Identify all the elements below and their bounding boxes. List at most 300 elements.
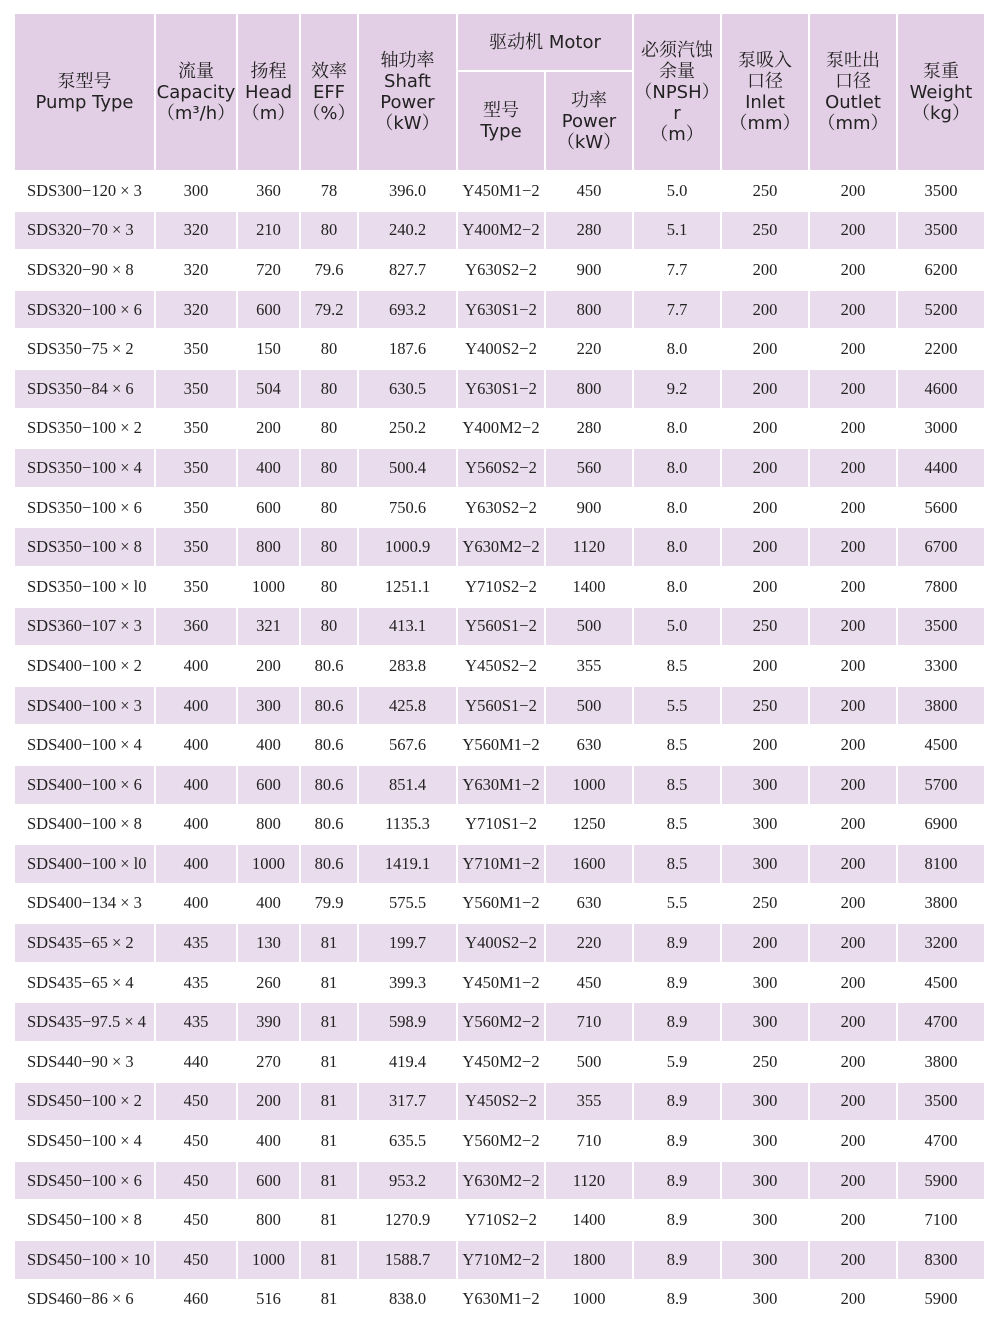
cell-shaft-power: 575.5 [358, 884, 457, 924]
cell-weight: 3500 [897, 211, 985, 251]
cell-head: 200 [237, 1082, 300, 1122]
cell-weight: 8300 [897, 1240, 985, 1280]
cell-inlet: 300 [721, 765, 809, 805]
cell-motor-power: 500 [545, 686, 633, 726]
cell-head: 600 [237, 488, 300, 528]
cell-shaft-power: 851.4 [358, 765, 457, 805]
cell-npsh: 8.5 [633, 844, 721, 884]
table-row [14, 527, 985, 567]
cell-eff: 81 [300, 1200, 358, 1240]
cell-pump-type: SDS435−65 × 2 [14, 923, 155, 963]
cell-inlet: 200 [721, 409, 809, 449]
cell-weight: 4400 [897, 448, 985, 488]
cell-inlet: 250 [721, 211, 809, 251]
cell-npsh: 8.0 [633, 488, 721, 528]
cell-capacity: 450 [155, 1200, 237, 1240]
cell-motor-type: Y710S2−2 [457, 567, 545, 607]
cell-weight: 8100 [897, 844, 985, 884]
cell-eff: 81 [300, 1082, 358, 1122]
cell-inlet: 300 [721, 1200, 809, 1240]
cell-eff: 78 [300, 171, 358, 211]
cell-weight: 3500 [897, 171, 985, 211]
cell-motor-type: Y630S2−2 [457, 488, 545, 528]
cell-shaft-power: 399.3 [358, 963, 457, 1003]
cell-weight: 4700 [897, 1121, 985, 1161]
cell-motor-type: Y630M1−2 [457, 765, 545, 805]
cell-outlet: 200 [809, 765, 897, 805]
cell-capacity: 350 [155, 409, 237, 449]
cell-capacity: 450 [155, 1082, 237, 1122]
cell-pump-type: SDS450−100 × 10 [14, 1240, 155, 1280]
cell-npsh: 5.0 [633, 607, 721, 647]
spec-table-frame [14, 13, 985, 1309]
cell-capacity: 450 [155, 1161, 237, 1201]
table-row [14, 1042, 985, 1082]
cell-pump-type: SDS400−100 × l0 [14, 844, 155, 884]
table-row [14, 567, 985, 607]
header-pump-type: 泵型号 Pump Type [14, 13, 155, 171]
cell-inlet: 300 [721, 1082, 809, 1122]
cell-capacity: 400 [155, 646, 237, 686]
cell-capacity: 450 [155, 1240, 237, 1280]
cell-motor-type: Y450M2−2 [457, 1042, 545, 1082]
cell-npsh: 5.5 [633, 686, 721, 726]
cell-eff: 80 [300, 567, 358, 607]
cell-inlet: 200 [721, 567, 809, 607]
cell-weight: 3300 [897, 646, 985, 686]
cell-npsh: 8.0 [633, 329, 721, 369]
cell-shaft-power: 750.6 [358, 488, 457, 528]
table-row [14, 646, 985, 686]
cell-pump-type: SDS450−100 × 6 [14, 1161, 155, 1201]
cell-outlet: 200 [809, 171, 897, 211]
cell-weight: 4500 [897, 725, 985, 765]
cell-eff: 80 [300, 607, 358, 647]
cell-shaft-power: 1000.9 [358, 527, 457, 567]
cell-head: 516 [237, 1280, 300, 1319]
cell-pump-type: SDS350−75 × 2 [14, 329, 155, 369]
table-row [14, 171, 985, 211]
cell-outlet: 200 [809, 1200, 897, 1240]
cell-npsh: 8.5 [633, 646, 721, 686]
cell-eff: 81 [300, 1240, 358, 1280]
cell-motor-type: Y630S1−2 [457, 290, 545, 330]
cell-outlet: 200 [809, 686, 897, 726]
header-npsh: 必须汽蚀 余量 （NPSH）r （m） [633, 13, 721, 171]
cell-capacity: 360 [155, 607, 237, 647]
header-inlet: 泵吸入 口径 Inlet （mm） [721, 13, 809, 171]
cell-weight: 7800 [897, 567, 985, 607]
cell-shaft-power: 1270.9 [358, 1200, 457, 1240]
cell-eff: 80 [300, 448, 358, 488]
cell-motor-power: 1120 [545, 527, 633, 567]
cell-npsh: 8.0 [633, 448, 721, 488]
cell-motor-type: Y400S2−2 [457, 329, 545, 369]
cell-pump-type: SDS400−134 × 3 [14, 884, 155, 924]
cell-eff: 81 [300, 1280, 358, 1319]
cell-capacity: 350 [155, 329, 237, 369]
cell-weight: 5700 [897, 765, 985, 805]
cell-pump-type: SDS400−100 × 8 [14, 805, 155, 845]
cell-inlet: 300 [721, 1161, 809, 1201]
cell-inlet: 200 [721, 290, 809, 330]
cell-motor-type: Y560S1−2 [457, 686, 545, 726]
cell-inlet: 250 [721, 686, 809, 726]
cell-weight: 3800 [897, 686, 985, 726]
cell-shaft-power: 240.2 [358, 211, 457, 251]
cell-shaft-power: 1135.3 [358, 805, 457, 845]
cell-eff: 81 [300, 1042, 358, 1082]
cell-pump-type: SDS435−97.5 × 4 [14, 1002, 155, 1042]
cell-inlet: 200 [721, 725, 809, 765]
cell-eff: 80.6 [300, 646, 358, 686]
cell-npsh: 8.9 [633, 1121, 721, 1161]
cell-eff: 80 [300, 409, 358, 449]
table-row [14, 448, 985, 488]
cell-npsh: 8.0 [633, 527, 721, 567]
cell-capacity: 400 [155, 884, 237, 924]
cell-capacity: 400 [155, 765, 237, 805]
cell-npsh: 5.9 [633, 1042, 721, 1082]
table-row [14, 1002, 985, 1042]
table-header [14, 13, 985, 171]
cell-outlet: 200 [809, 211, 897, 251]
cell-npsh: 5.5 [633, 884, 721, 924]
cell-capacity: 320 [155, 211, 237, 251]
cell-head: 1000 [237, 844, 300, 884]
table-row [14, 923, 985, 963]
cell-inlet: 250 [721, 607, 809, 647]
cell-head: 504 [237, 369, 300, 409]
cell-head: 150 [237, 329, 300, 369]
cell-motor-power: 280 [545, 211, 633, 251]
table-row [14, 725, 985, 765]
cell-pump-type: SDS320−100 × 6 [14, 290, 155, 330]
cell-outlet: 200 [809, 1082, 897, 1122]
cell-outlet: 200 [809, 409, 897, 449]
cell-inlet: 300 [721, 1002, 809, 1042]
cell-shaft-power: 419.4 [358, 1042, 457, 1082]
cell-outlet: 200 [809, 844, 897, 884]
cell-capacity: 350 [155, 567, 237, 607]
cell-pump-type: SDS400−100 × 6 [14, 765, 155, 805]
cell-motor-power: 1000 [545, 1280, 633, 1319]
cell-capacity: 435 [155, 963, 237, 1003]
table-row [14, 250, 985, 290]
cell-shaft-power: 953.2 [358, 1161, 457, 1201]
cell-outlet: 200 [809, 1002, 897, 1042]
table-row [14, 884, 985, 924]
cell-weight: 6900 [897, 805, 985, 845]
cell-inlet: 250 [721, 1042, 809, 1082]
cell-shaft-power: 500.4 [358, 448, 457, 488]
cell-head: 600 [237, 1161, 300, 1201]
cell-inlet: 200 [721, 646, 809, 686]
cell-motor-power: 450 [545, 171, 633, 211]
cell-eff: 80.6 [300, 686, 358, 726]
cell-shaft-power: 1251.1 [358, 567, 457, 607]
cell-npsh: 7.7 [633, 290, 721, 330]
cell-npsh: 8.5 [633, 805, 721, 845]
cell-inlet: 250 [721, 884, 809, 924]
cell-head: 210 [237, 211, 300, 251]
cell-inlet: 200 [721, 369, 809, 409]
cell-npsh: 8.0 [633, 567, 721, 607]
cell-pump-type: SDS400−100 × 4 [14, 725, 155, 765]
cell-weight: 6200 [897, 250, 985, 290]
cell-weight: 3800 [897, 1042, 985, 1082]
cell-shaft-power: 187.6 [358, 329, 457, 369]
cell-motor-power: 710 [545, 1121, 633, 1161]
cell-weight: 5600 [897, 488, 985, 528]
cell-inlet: 200 [721, 448, 809, 488]
table-row [14, 1280, 985, 1319]
cell-pump-type: SDS350−100 × 6 [14, 488, 155, 528]
cell-shaft-power: 598.9 [358, 1002, 457, 1042]
cell-head: 390 [237, 1002, 300, 1042]
cell-npsh: 8.9 [633, 1161, 721, 1201]
cell-capacity: 350 [155, 448, 237, 488]
cell-motor-type: Y710S2−2 [457, 1200, 545, 1240]
cell-head: 720 [237, 250, 300, 290]
cell-head: 360 [237, 171, 300, 211]
cell-motor-type: Y560S1−2 [457, 607, 545, 647]
header-motor: 驱动机 Motor [457, 13, 633, 71]
cell-inlet: 250 [721, 171, 809, 211]
table-row [14, 1240, 985, 1280]
cell-inlet: 300 [721, 1121, 809, 1161]
cell-weight: 3200 [897, 923, 985, 963]
cell-inlet: 300 [721, 1280, 809, 1319]
cell-motor-power: 1120 [545, 1161, 633, 1201]
cell-capacity: 400 [155, 686, 237, 726]
cell-pump-type: SDS350−100 × 8 [14, 527, 155, 567]
cell-pump-type: SDS400−100 × 2 [14, 646, 155, 686]
cell-shaft-power: 1588.7 [358, 1240, 457, 1280]
cell-outlet: 200 [809, 369, 897, 409]
cell-weight: 3800 [897, 884, 985, 924]
cell-head: 800 [237, 1200, 300, 1240]
cell-head: 321 [237, 607, 300, 647]
cell-eff: 80 [300, 369, 358, 409]
cell-head: 800 [237, 527, 300, 567]
cell-head: 1000 [237, 567, 300, 607]
cell-motor-power: 800 [545, 369, 633, 409]
cell-motor-type: Y710S1−2 [457, 805, 545, 845]
table-row [14, 488, 985, 528]
cell-outlet: 200 [809, 1161, 897, 1201]
cell-pump-type: SDS400−100 × 3 [14, 686, 155, 726]
cell-motor-type: Y450M1−2 [457, 963, 545, 1003]
table-body [14, 171, 985, 1319]
cell-outlet: 200 [809, 329, 897, 369]
table-row [14, 1200, 985, 1240]
cell-capacity: 320 [155, 250, 237, 290]
cell-shaft-power: 413.1 [358, 607, 457, 647]
cell-motor-type: Y560S2−2 [457, 448, 545, 488]
cell-motor-type: Y560M2−2 [457, 1121, 545, 1161]
cell-head: 800 [237, 805, 300, 845]
cell-pump-type: SDS460−86 × 6 [14, 1280, 155, 1319]
cell-head: 600 [237, 290, 300, 330]
cell-npsh: 5.0 [633, 171, 721, 211]
cell-eff: 80 [300, 488, 358, 528]
cell-motor-power: 900 [545, 250, 633, 290]
cell-outlet: 200 [809, 646, 897, 686]
cell-head: 400 [237, 884, 300, 924]
cell-motor-power: 630 [545, 884, 633, 924]
cell-head: 260 [237, 963, 300, 1003]
cell-npsh: 8.9 [633, 923, 721, 963]
cell-motor-power: 220 [545, 923, 633, 963]
cell-pump-type: SDS450−100 × 2 [14, 1082, 155, 1122]
cell-motor-type: Y400M2−2 [457, 211, 545, 251]
cell-outlet: 200 [809, 963, 897, 1003]
cell-motor-type: Y560M1−2 [457, 884, 545, 924]
cell-motor-type: Y400S2−2 [457, 923, 545, 963]
cell-capacity: 350 [155, 369, 237, 409]
cell-npsh: 8.5 [633, 765, 721, 805]
cell-capacity: 440 [155, 1042, 237, 1082]
cell-motor-type: Y630M2−2 [457, 1161, 545, 1201]
cell-pump-type: SDS350−100 × l0 [14, 567, 155, 607]
cell-pump-type: SDS440−90 × 3 [14, 1042, 155, 1082]
cell-head: 1000 [237, 1240, 300, 1280]
cell-shaft-power: 630.5 [358, 369, 457, 409]
cell-pump-type: SDS320−70 × 3 [14, 211, 155, 251]
cell-outlet: 200 [809, 448, 897, 488]
cell-motor-type: Y450S2−2 [457, 1082, 545, 1122]
cell-eff: 81 [300, 1121, 358, 1161]
cell-npsh: 8.9 [633, 1240, 721, 1280]
cell-head: 400 [237, 1121, 300, 1161]
cell-weight: 2200 [897, 329, 985, 369]
cell-eff: 81 [300, 963, 358, 1003]
cell-capacity: 450 [155, 1121, 237, 1161]
cell-npsh: 8.9 [633, 1280, 721, 1319]
cell-eff: 80.6 [300, 765, 358, 805]
cell-npsh: 8.9 [633, 1002, 721, 1042]
cell-outlet: 200 [809, 290, 897, 330]
cell-capacity: 350 [155, 527, 237, 567]
cell-capacity: 400 [155, 725, 237, 765]
cell-shaft-power: 396.0 [358, 171, 457, 211]
table-row [14, 409, 985, 449]
cell-outlet: 200 [809, 923, 897, 963]
cell-motor-power: 560 [545, 448, 633, 488]
cell-capacity: 300 [155, 171, 237, 211]
cell-outlet: 200 [809, 488, 897, 528]
cell-head: 200 [237, 646, 300, 686]
cell-head: 300 [237, 686, 300, 726]
cell-head: 130 [237, 923, 300, 963]
cell-motor-type: Y630S1−2 [457, 369, 545, 409]
cell-inlet: 300 [721, 963, 809, 1003]
cell-shaft-power: 838.0 [358, 1280, 457, 1319]
cell-motor-power: 355 [545, 1082, 633, 1122]
table-row [14, 290, 985, 330]
cell-inlet: 200 [721, 923, 809, 963]
cell-outlet: 200 [809, 1240, 897, 1280]
cell-outlet: 200 [809, 1121, 897, 1161]
cell-shaft-power: 827.7 [358, 250, 457, 290]
cell-motor-power: 1000 [545, 765, 633, 805]
table-row [14, 844, 985, 884]
cell-inlet: 200 [721, 488, 809, 528]
cell-npsh: 8.9 [633, 963, 721, 1003]
cell-eff: 81 [300, 1161, 358, 1201]
cell-motor-power: 1250 [545, 805, 633, 845]
cell-outlet: 200 [809, 527, 897, 567]
cell-shaft-power: 199.7 [358, 923, 457, 963]
cell-capacity: 320 [155, 290, 237, 330]
cell-motor-power: 1600 [545, 844, 633, 884]
cell-outlet: 200 [809, 567, 897, 607]
cell-npsh: 5.1 [633, 211, 721, 251]
cell-pump-type: SDS450−100 × 8 [14, 1200, 155, 1240]
cell-eff: 79.9 [300, 884, 358, 924]
cell-npsh: 9.2 [633, 369, 721, 409]
cell-outlet: 200 [809, 1280, 897, 1319]
cell-eff: 81 [300, 1002, 358, 1042]
header-outlet: 泵吐出 口径 Outlet （mm） [809, 13, 897, 171]
cell-pump-type: SDS450−100 × 4 [14, 1121, 155, 1161]
cell-motor-power: 220 [545, 329, 633, 369]
cell-head: 400 [237, 725, 300, 765]
table-row [14, 686, 985, 726]
cell-motor-type: Y450S2−2 [457, 646, 545, 686]
cell-motor-type: Y630M2−2 [457, 527, 545, 567]
cell-shaft-power: 1419.1 [358, 844, 457, 884]
cell-pump-type: SDS320−90 × 8 [14, 250, 155, 290]
cell-eff: 80 [300, 211, 358, 251]
cell-capacity: 435 [155, 923, 237, 963]
cell-motor-power: 1800 [545, 1240, 633, 1280]
cell-motor-type: Y630S2−2 [457, 250, 545, 290]
cell-eff: 80.6 [300, 725, 358, 765]
cell-pump-type: SDS435−65 × 4 [14, 963, 155, 1003]
cell-capacity: 400 [155, 805, 237, 845]
cell-weight: 3500 [897, 1082, 985, 1122]
cell-inlet: 200 [721, 527, 809, 567]
cell-motor-power: 500 [545, 607, 633, 647]
cell-shaft-power: 567.6 [358, 725, 457, 765]
cell-inlet: 200 [721, 250, 809, 290]
cell-head: 400 [237, 448, 300, 488]
cell-motor-power: 500 [545, 1042, 633, 1082]
cell-motor-type: Y560M2−2 [457, 1002, 545, 1042]
cell-weight: 4600 [897, 369, 985, 409]
cell-motor-type: Y560M1−2 [457, 725, 545, 765]
cell-pump-type: SDS350−100 × 4 [14, 448, 155, 488]
table-row [14, 963, 985, 1003]
cell-eff: 80 [300, 527, 358, 567]
header-eff: 效率 EFF （%） [300, 13, 358, 171]
cell-weight: 4700 [897, 1002, 985, 1042]
cell-outlet: 200 [809, 805, 897, 845]
cell-weight: 7100 [897, 1200, 985, 1240]
cell-npsh: 8.0 [633, 409, 721, 449]
cell-npsh: 7.7 [633, 250, 721, 290]
cell-inlet: 300 [721, 805, 809, 845]
cell-eff: 79.6 [300, 250, 358, 290]
cell-shaft-power: 317.7 [358, 1082, 457, 1122]
cell-shaft-power: 693.2 [358, 290, 457, 330]
cell-motor-power: 355 [545, 646, 633, 686]
cell-shaft-power: 635.5 [358, 1121, 457, 1161]
table-row [14, 805, 985, 845]
cell-pump-type: SDS350−84 × 6 [14, 369, 155, 409]
